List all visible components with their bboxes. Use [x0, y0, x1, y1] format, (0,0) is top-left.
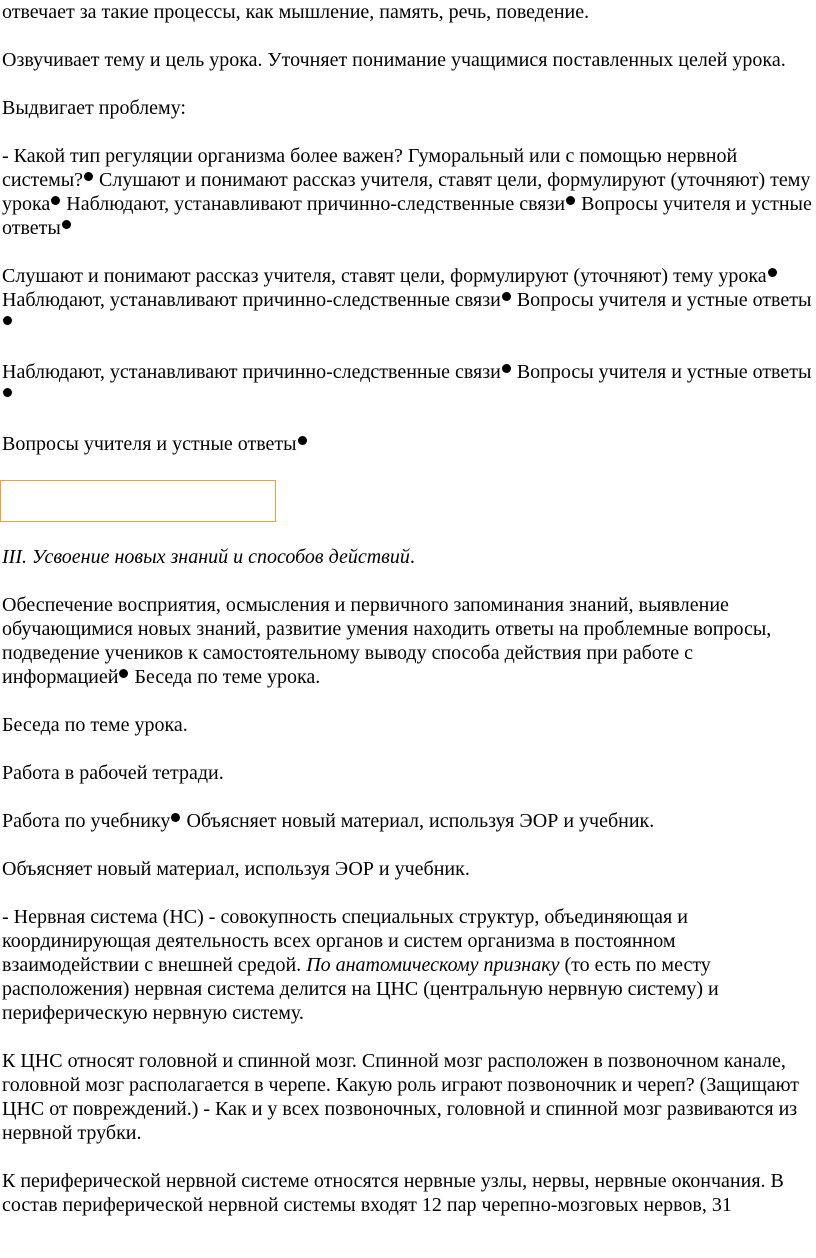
bullet-dot-icon: [3, 388, 12, 397]
text: - Какой тип регуляции организма более важен? Гуморальный или с помощью нервной системы?: [2, 145, 738, 191]
paragraph-explains: [2, 857, 814, 881]
paragraph-conversation: [2, 713, 814, 737]
text: Вопросы учителя и устные ответы: [2, 193, 812, 239]
text: Слушают и понимают рассказ учителя, ставят цели, формулируют (уточняют) тему урока: [2, 169, 811, 215]
bullet-dot-icon: [298, 436, 307, 445]
bullet-dot-icon: [119, 669, 128, 678]
bullet-dot-icon: [84, 172, 93, 181]
paragraph-peripheral: [2, 1169, 814, 1217]
text: Объясняет новый материал, используя ЭОР и учебник.: [2, 858, 470, 880]
text: Озвучивает тему и цель урока. Уточняет понимание учащимися поставленных целей урока.: [2, 49, 786, 71]
paragraph-nervous-system: [2, 905, 814, 1025]
text: Работа по учебнику: [2, 810, 171, 832]
empty-orange-box: [0, 480, 276, 522]
paragraph-perception: [2, 593, 814, 689]
text: Обеспечение восприятия, осмысления и первичного запоминания знаний, выявление обучающимися новых знаний, развитие умения находить ответы на проблемные вопросы, подведение учеников к самостоятельному выводу способа действия при работе с информацией: [2, 594, 772, 688]
text: (то есть по месту расположения) нервная система делится на ЦНС (центральную нервную систему) и периферическую нервную систему.: [2, 954, 719, 1024]
section-title-text: III. Усвоение новых знаний и способов действий: [2, 546, 410, 568]
text: Вопросы учителя и устные ответы: [2, 433, 297, 455]
text: Слушают и понимают рассказ учителя, ставят цели, формулируют (уточняют) тему урока: [2, 265, 767, 287]
text: Наблюдают, устанавливают причинно-следственные связи: [61, 193, 566, 215]
text: Объясняет новый материал, используя ЭОР и учебник.: [181, 810, 655, 832]
text: отвечает за такие процессы, как мышление, память, речь, поведение.: [2, 1, 590, 23]
text: К ЦНС относят головной и спинной мозг. Спинной мозг расположен в позвоночном канале, головной мозг располагается в черепе. Какую роль играют позвоночник и череп? (Защищают ЦНС от повреждений.) - Как и у всех позвоночных, головной и спинной мозг развиваются из нервной трубки.: [2, 1050, 800, 1144]
paragraph-lesson-goal: [2, 48, 814, 72]
text: Беседа по теме урока.: [2, 714, 188, 736]
paragraph-brain-functions: [2, 0, 814, 24]
bullet-dot-icon: [3, 316, 12, 325]
bullet-dot-icon: [502, 364, 511, 373]
bullet-dot-icon: [502, 292, 511, 301]
paragraph-problem: [2, 96, 814, 120]
bullet-dot-icon: [566, 196, 575, 205]
paragraph-cns: [2, 1049, 814, 1145]
bullet-dot-icon: [768, 268, 777, 277]
paragraph-observe: [2, 360, 814, 408]
bullet-dot-icon: [171, 813, 180, 822]
text: Выдвигает проблему:: [2, 97, 186, 119]
text: - Нервная система (НС) - совокупность специальных структур, объединяющая и координирующая деятельность всех органов и систем организма в постоянном взаимодействии с внешней средой.: [2, 906, 688, 976]
paragraph-question-regulation: [2, 144, 814, 240]
bullet-dot-icon: [62, 220, 71, 229]
paragraph-listen: [2, 264, 814, 336]
text: Наблюдают, устанавливают причинно-следственные связи: [2, 289, 501, 311]
section-title: [2, 545, 814, 569]
text: Вопросы учителя и устные ответы: [511, 289, 812, 311]
paragraph-questions: [2, 432, 814, 456]
text: Беседа по теме урока.: [129, 666, 321, 688]
section-title-end: .: [409, 546, 415, 568]
text: Вопросы учителя и устные ответы: [511, 361, 812, 383]
paragraph-workbook: [2, 761, 814, 785]
text: К периферической нервной системе относятся нервные узлы, нервы, нервные окончания. В состав периферической нервной системы входят 12 пар черепно-мозговых нервов, 31: [2, 1170, 784, 1216]
text: Работа в рабочей тетради.: [2, 762, 224, 784]
document-body: [2, 0, 814, 1241]
bullet-dot-icon: [51, 196, 60, 205]
text: Наблюдают, устанавливают причинно-следственные связи: [2, 361, 501, 383]
paragraph-textbook: [2, 809, 814, 833]
italic-text: По анатомическому признаку: [306, 954, 560, 976]
